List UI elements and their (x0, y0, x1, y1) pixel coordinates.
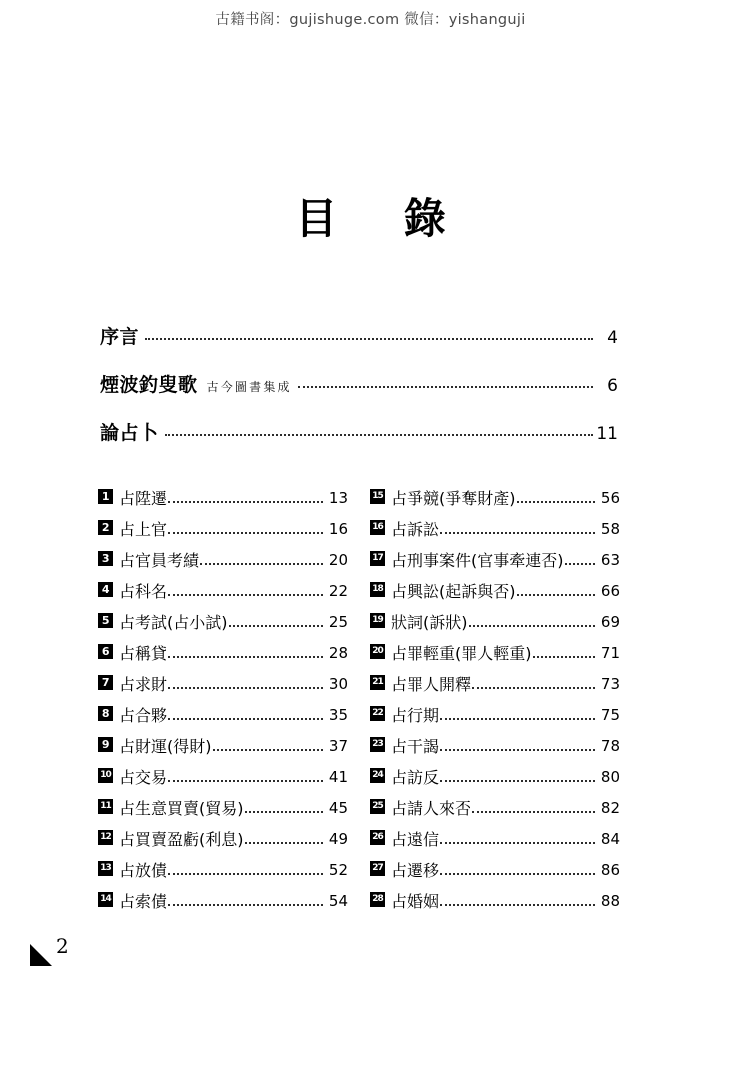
entry-number-badge: 3 (98, 551, 113, 566)
toc-top-note: 古今圖書集成 (206, 380, 292, 394)
dot-leader (245, 842, 324, 844)
entry-number-badge: 22 (370, 706, 385, 721)
toc-entry-label: 占罪人開釋 (391, 675, 472, 694)
toc-entry-row[interactable] (98, 513, 348, 544)
entry-number-badge: 5 (98, 613, 113, 628)
entry-number-badge: 28 (370, 892, 385, 907)
toc-entry-page-number: 49 (328, 829, 348, 848)
toc-entry-label: 占刑事案件(官事牽連否) (391, 551, 564, 570)
toc-entry-label: 占生意買賣(貿易) (119, 799, 244, 818)
toc-entry-row[interactable] (98, 761, 348, 792)
toc-column (370, 482, 620, 916)
toc-top-row[interactable] (100, 418, 618, 448)
toc-entry-page-number: 13 (328, 488, 348, 507)
dot-leader (168, 904, 323, 906)
toc-entry-row[interactable] (98, 730, 348, 761)
dot-leader (145, 338, 593, 340)
entry-number-badge: 23 (370, 737, 385, 752)
page-title: 目 錄 (295, 194, 472, 243)
toc-entry-row[interactable] (98, 606, 348, 637)
toc-entry-label: 占干謁 (391, 737, 440, 756)
dot-leader (440, 718, 595, 720)
toc-entry-page-number: 52 (328, 860, 348, 879)
dot-leader (213, 749, 324, 751)
toc-entry-row[interactable] (98, 668, 348, 699)
toc-entry-label: 占爭競(爭奪財產) (391, 489, 516, 508)
toc-entry-page-number: 80 (600, 767, 620, 786)
toc-entry-row[interactable] (98, 823, 348, 854)
toc-entry-page-number: 30 (328, 674, 348, 693)
toc-top-label: 煙波釣叟歌 (100, 374, 198, 396)
toc-entry-page-number: 78 (600, 736, 620, 755)
entry-number-badge: 6 (98, 644, 113, 659)
toc-entry-page-number: 86 (600, 860, 620, 879)
toc-entry-row[interactable] (98, 482, 348, 513)
dot-leader (298, 386, 593, 388)
dot-leader (168, 656, 323, 658)
entry-number-badge: 8 (98, 706, 113, 721)
dot-leader (168, 780, 323, 782)
toc-top-label: 論占卜 (100, 422, 159, 444)
dot-leader (440, 780, 595, 782)
site-watermark: 古籍书阁：gujishuge.com 微信：yishanguji (215, 12, 526, 28)
toc-entry-page-number: 35 (328, 705, 348, 724)
dot-leader (517, 594, 596, 596)
toc-entry-row[interactable] (370, 637, 620, 668)
entry-number-badge: 27 (370, 861, 385, 876)
toc-entry-row[interactable] (98, 637, 348, 668)
toc-entry-label: 占遷移 (391, 861, 440, 880)
toc-entry-row[interactable] (370, 885, 620, 916)
toc-entry-row[interactable] (370, 668, 620, 699)
entry-number-badge: 14 (98, 892, 113, 907)
toc-entry-row[interactable] (370, 854, 620, 885)
toc-entry-label: 占放債 (119, 861, 168, 880)
toc-entry-row[interactable] (98, 699, 348, 730)
toc-top-page-number: 11 (596, 424, 618, 444)
dot-leader (469, 625, 596, 627)
dot-leader (168, 532, 323, 534)
entry-number-badge: 17 (370, 551, 385, 566)
toc-entry-page-number: 73 (600, 674, 620, 693)
toc-entry-row[interactable] (370, 513, 620, 544)
dot-leader (200, 563, 323, 565)
entry-number-badge: 13 (98, 861, 113, 876)
toc-entry-label: 占交易 (119, 768, 168, 787)
dot-leader (440, 842, 595, 844)
toc-entry-page-number: 75 (600, 705, 620, 724)
toc-entry-label: 占上官 (119, 520, 168, 539)
entry-number-badge: 4 (98, 582, 113, 597)
entry-number-badge: 9 (98, 737, 113, 752)
toc-entry-row[interactable] (370, 575, 620, 606)
entry-number-badge: 15 (370, 489, 385, 504)
entry-number-badge: 1 (98, 489, 113, 504)
toc-entry-label: 占訴訟 (391, 520, 440, 539)
toc-entry-label: 占求財 (119, 675, 168, 694)
toc-entry-row[interactable] (98, 885, 348, 916)
toc-entry-row[interactable] (370, 823, 620, 854)
toc-top-entries (100, 322, 618, 466)
toc-entry-label: 占合夥 (119, 706, 168, 725)
toc-top-page-number: 4 (607, 328, 618, 348)
entry-number-badge: 11 (98, 799, 113, 814)
toc-entry-label: 占買賣盈虧(利息) (119, 830, 244, 849)
toc-entry-page-number: 37 (328, 736, 348, 755)
entry-number-badge: 7 (98, 675, 113, 690)
toc-entry-page-number: 63 (600, 550, 620, 569)
folio-page-number: 2 (56, 934, 69, 958)
dot-leader (440, 873, 595, 875)
entry-number-badge: 2 (98, 520, 113, 535)
entry-number-badge: 19 (370, 613, 385, 628)
toc-entry-row[interactable] (98, 854, 348, 885)
toc-entry-page-number: 82 (600, 798, 620, 817)
toc-entry-page-number: 41 (328, 767, 348, 786)
toc-entry-row[interactable] (370, 730, 620, 761)
dot-leader (168, 594, 323, 596)
entry-number-badge: 20 (370, 644, 385, 659)
dot-leader (440, 532, 595, 534)
dot-leader (533, 656, 596, 658)
dot-leader (168, 687, 323, 689)
toc-entry-label: 狀詞(訴狀) (391, 613, 468, 632)
entry-number-badge: 10 (98, 768, 113, 783)
toc-entry-page-number: 20 (328, 550, 348, 569)
toc-entry-label: 占請人來否 (391, 799, 472, 818)
entry-number-badge: 16 (370, 520, 385, 535)
entry-number-badge: 25 (370, 799, 385, 814)
entry-number-badge: 26 (370, 830, 385, 845)
toc-entry-label: 占訪反 (391, 768, 440, 787)
toc-top-page-number: 6 (607, 376, 618, 396)
toc-entry-row[interactable] (370, 544, 620, 575)
folio-mark (30, 934, 90, 976)
dot-leader (168, 718, 323, 720)
toc-entry-row[interactable] (370, 761, 620, 792)
toc-entry-page-number: 84 (600, 829, 620, 848)
toc-entry-label: 占考試(占小試) (119, 613, 228, 632)
toc-entry-row[interactable] (98, 792, 348, 823)
dot-leader (168, 873, 323, 875)
toc-entry-page-number: 16 (328, 519, 348, 538)
toc-entry-page-number: 69 (600, 612, 620, 631)
toc-entry-label: 占遠信 (391, 830, 440, 849)
toc-entry-label: 占行期 (391, 706, 440, 725)
dot-leader (440, 749, 595, 751)
dot-leader (245, 811, 324, 813)
toc-entry-label: 占婚姻 (391, 892, 440, 911)
toc-entry-row[interactable] (370, 482, 620, 513)
toc-top-row[interactable] (100, 370, 618, 400)
toc-entry-label: 占稱貸 (119, 644, 168, 663)
dot-leader (517, 501, 596, 503)
dot-leader (229, 625, 324, 627)
toc-entry-label: 占罪輕重(罪人輕重) (391, 644, 532, 663)
toc-entry-page-number: 71 (600, 643, 620, 662)
toc-entry-page-number: 58 (600, 519, 620, 538)
entry-number-badge: 12 (98, 830, 113, 845)
toc-entry-label: 占財運(得財) (119, 737, 212, 756)
dot-leader (565, 563, 596, 565)
toc-entry-page-number: 66 (600, 581, 620, 600)
toc-entry-row[interactable] (370, 606, 620, 637)
toc-entry-page-number: 45 (328, 798, 348, 817)
entry-number-badge: 21 (370, 675, 385, 690)
toc-top-row[interactable] (100, 322, 618, 352)
dot-leader (440, 904, 595, 906)
toc-entry-page-number: 28 (328, 643, 348, 662)
toc-entry-page-number: 56 (600, 488, 620, 507)
toc-entry-label: 占索債 (119, 892, 168, 911)
toc-entry-label: 占興訟(起訴與否) (391, 582, 516, 601)
entry-number-badge: 18 (370, 582, 385, 597)
dot-leader (165, 434, 593, 436)
toc-top-label: 序言 (100, 326, 140, 348)
toc-entry-row[interactable] (98, 544, 348, 575)
folio-triangle-icon (30, 944, 52, 966)
toc-entry-page-number: 88 (600, 891, 620, 910)
toc-entry-label: 占科名 (119, 582, 168, 601)
toc-entry-row[interactable] (370, 699, 620, 730)
toc-entry-row[interactable] (98, 575, 348, 606)
dot-leader (472, 811, 595, 813)
toc-entry-page-number: 25 (328, 612, 348, 631)
toc-entry-page-number: 54 (328, 891, 348, 910)
dot-leader (472, 687, 595, 689)
dot-leader (168, 501, 323, 503)
entry-number-badge: 24 (370, 768, 385, 783)
toc-entry-label: 占陞遷 (119, 489, 168, 508)
toc-entry-row[interactable] (370, 792, 620, 823)
toc-column (98, 482, 348, 916)
toc-columns (98, 482, 620, 916)
toc-entry-page-number: 22 (328, 581, 348, 600)
toc-entry-label: 占官員考績 (119, 551, 200, 570)
